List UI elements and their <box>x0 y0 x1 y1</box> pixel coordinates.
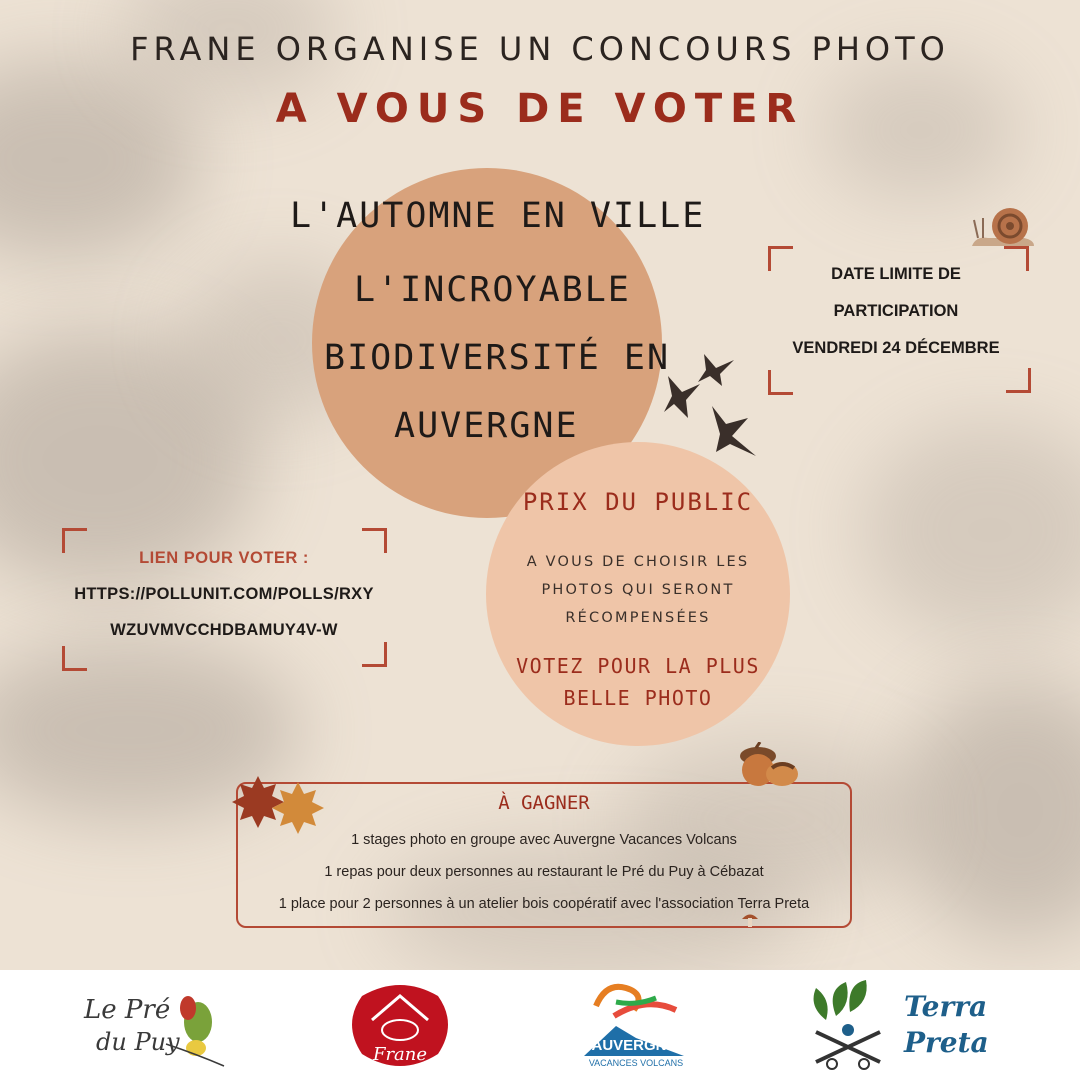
pre-du-puy-logo <box>76 978 232 1072</box>
theme-line: BIODIVERSITÉ EN <box>324 338 671 378</box>
vote-link-url[interactable]: WZUVMVCCHDBAMUY4V-W <box>110 621 338 639</box>
subtitle-line: RÉCOMPENSÉES <box>565 610 711 626</box>
organiser-line: FRANE ORGANISE UN CONCOURS PHOTO <box>130 30 950 68</box>
subtitle-line: PHOTOS QUI SERONT <box>541 582 735 598</box>
prize-item: 1 place pour 2 personnes à un atelier bois coopératif avec l'association Terra Preta <box>278 896 810 912</box>
prizes-title: À GAGNER <box>498 792 590 814</box>
svg-text:Terra: Terra <box>904 990 988 1023</box>
deadline-block <box>772 256 1020 367</box>
auvergne-vacances-volcans-logo <box>576 976 692 1074</box>
frame-corner <box>768 370 793 395</box>
terra-preta-logo <box>806 976 1016 1072</box>
svg-text:Le Pré: Le Pré <box>84 995 171 1025</box>
subtitle-line: A VOUS DE CHOISIR LES <box>526 554 750 570</box>
prize-item: 1 stages photo en groupe avec Auvergne Vacances Volcans <box>351 832 737 848</box>
prize-item: 1 repas pour deux personnes au restaurant le Pré du Puy à Cébazat <box>324 864 764 880</box>
partner-logos-bar <box>0 970 1080 1080</box>
public-prize-title: PRIX DU PUBLIC <box>522 488 754 516</box>
vote-link-label: LIEN POUR VOTER : <box>139 549 309 567</box>
frame-corner <box>62 646 87 671</box>
leaf-shadow <box>860 420 1080 640</box>
theme-line: AUVERGNE <box>394 406 579 446</box>
prizes-list <box>236 824 852 920</box>
svg-text:du Puy: du Puy <box>96 1028 180 1056</box>
deadline-date: VENDREDI 24 DÉCEMBRE <box>792 339 1000 357</box>
vote-link-block <box>40 540 408 648</box>
leaf-shadow <box>900 680 1080 940</box>
public-prize-cta <box>496 650 780 714</box>
headline: A VOUS DE VOTER <box>275 86 805 132</box>
deadline-line: DATE LIMITE DE <box>831 265 961 283</box>
autumn-leaves-icon <box>232 772 332 834</box>
theme-line: L'AUTOMNE EN VILLE <box>290 196 706 236</box>
svg-text:Preta: Preta <box>904 1026 989 1059</box>
vote-link-url[interactable]: HTTPS://POLLUNIT.COM/POLLS/RXY <box>74 585 374 603</box>
acorn-icon <box>736 742 800 792</box>
mushroom-icon <box>740 910 760 928</box>
public-prize-subtitle <box>506 548 770 632</box>
cta-line: BELLE PHOTO <box>563 686 713 710</box>
svg-text:Frane: Frane <box>372 1044 428 1065</box>
deadline-line: PARTICIPATION <box>833 302 959 320</box>
frane-logo <box>342 974 458 1074</box>
theme-line: L'INCROYABLE <box>354 270 631 310</box>
snail-icon <box>968 202 1038 250</box>
birds-icon <box>660 346 764 464</box>
cta-line: VOTEZ POUR LA PLUS <box>516 654 760 678</box>
frame-corner <box>1006 368 1031 393</box>
svg-text:VACANCES VOLCANS: VACANCES VOLCANS <box>588 1058 684 1068</box>
svg-text:AUVERGNE: AUVERGNE <box>591 1037 677 1054</box>
